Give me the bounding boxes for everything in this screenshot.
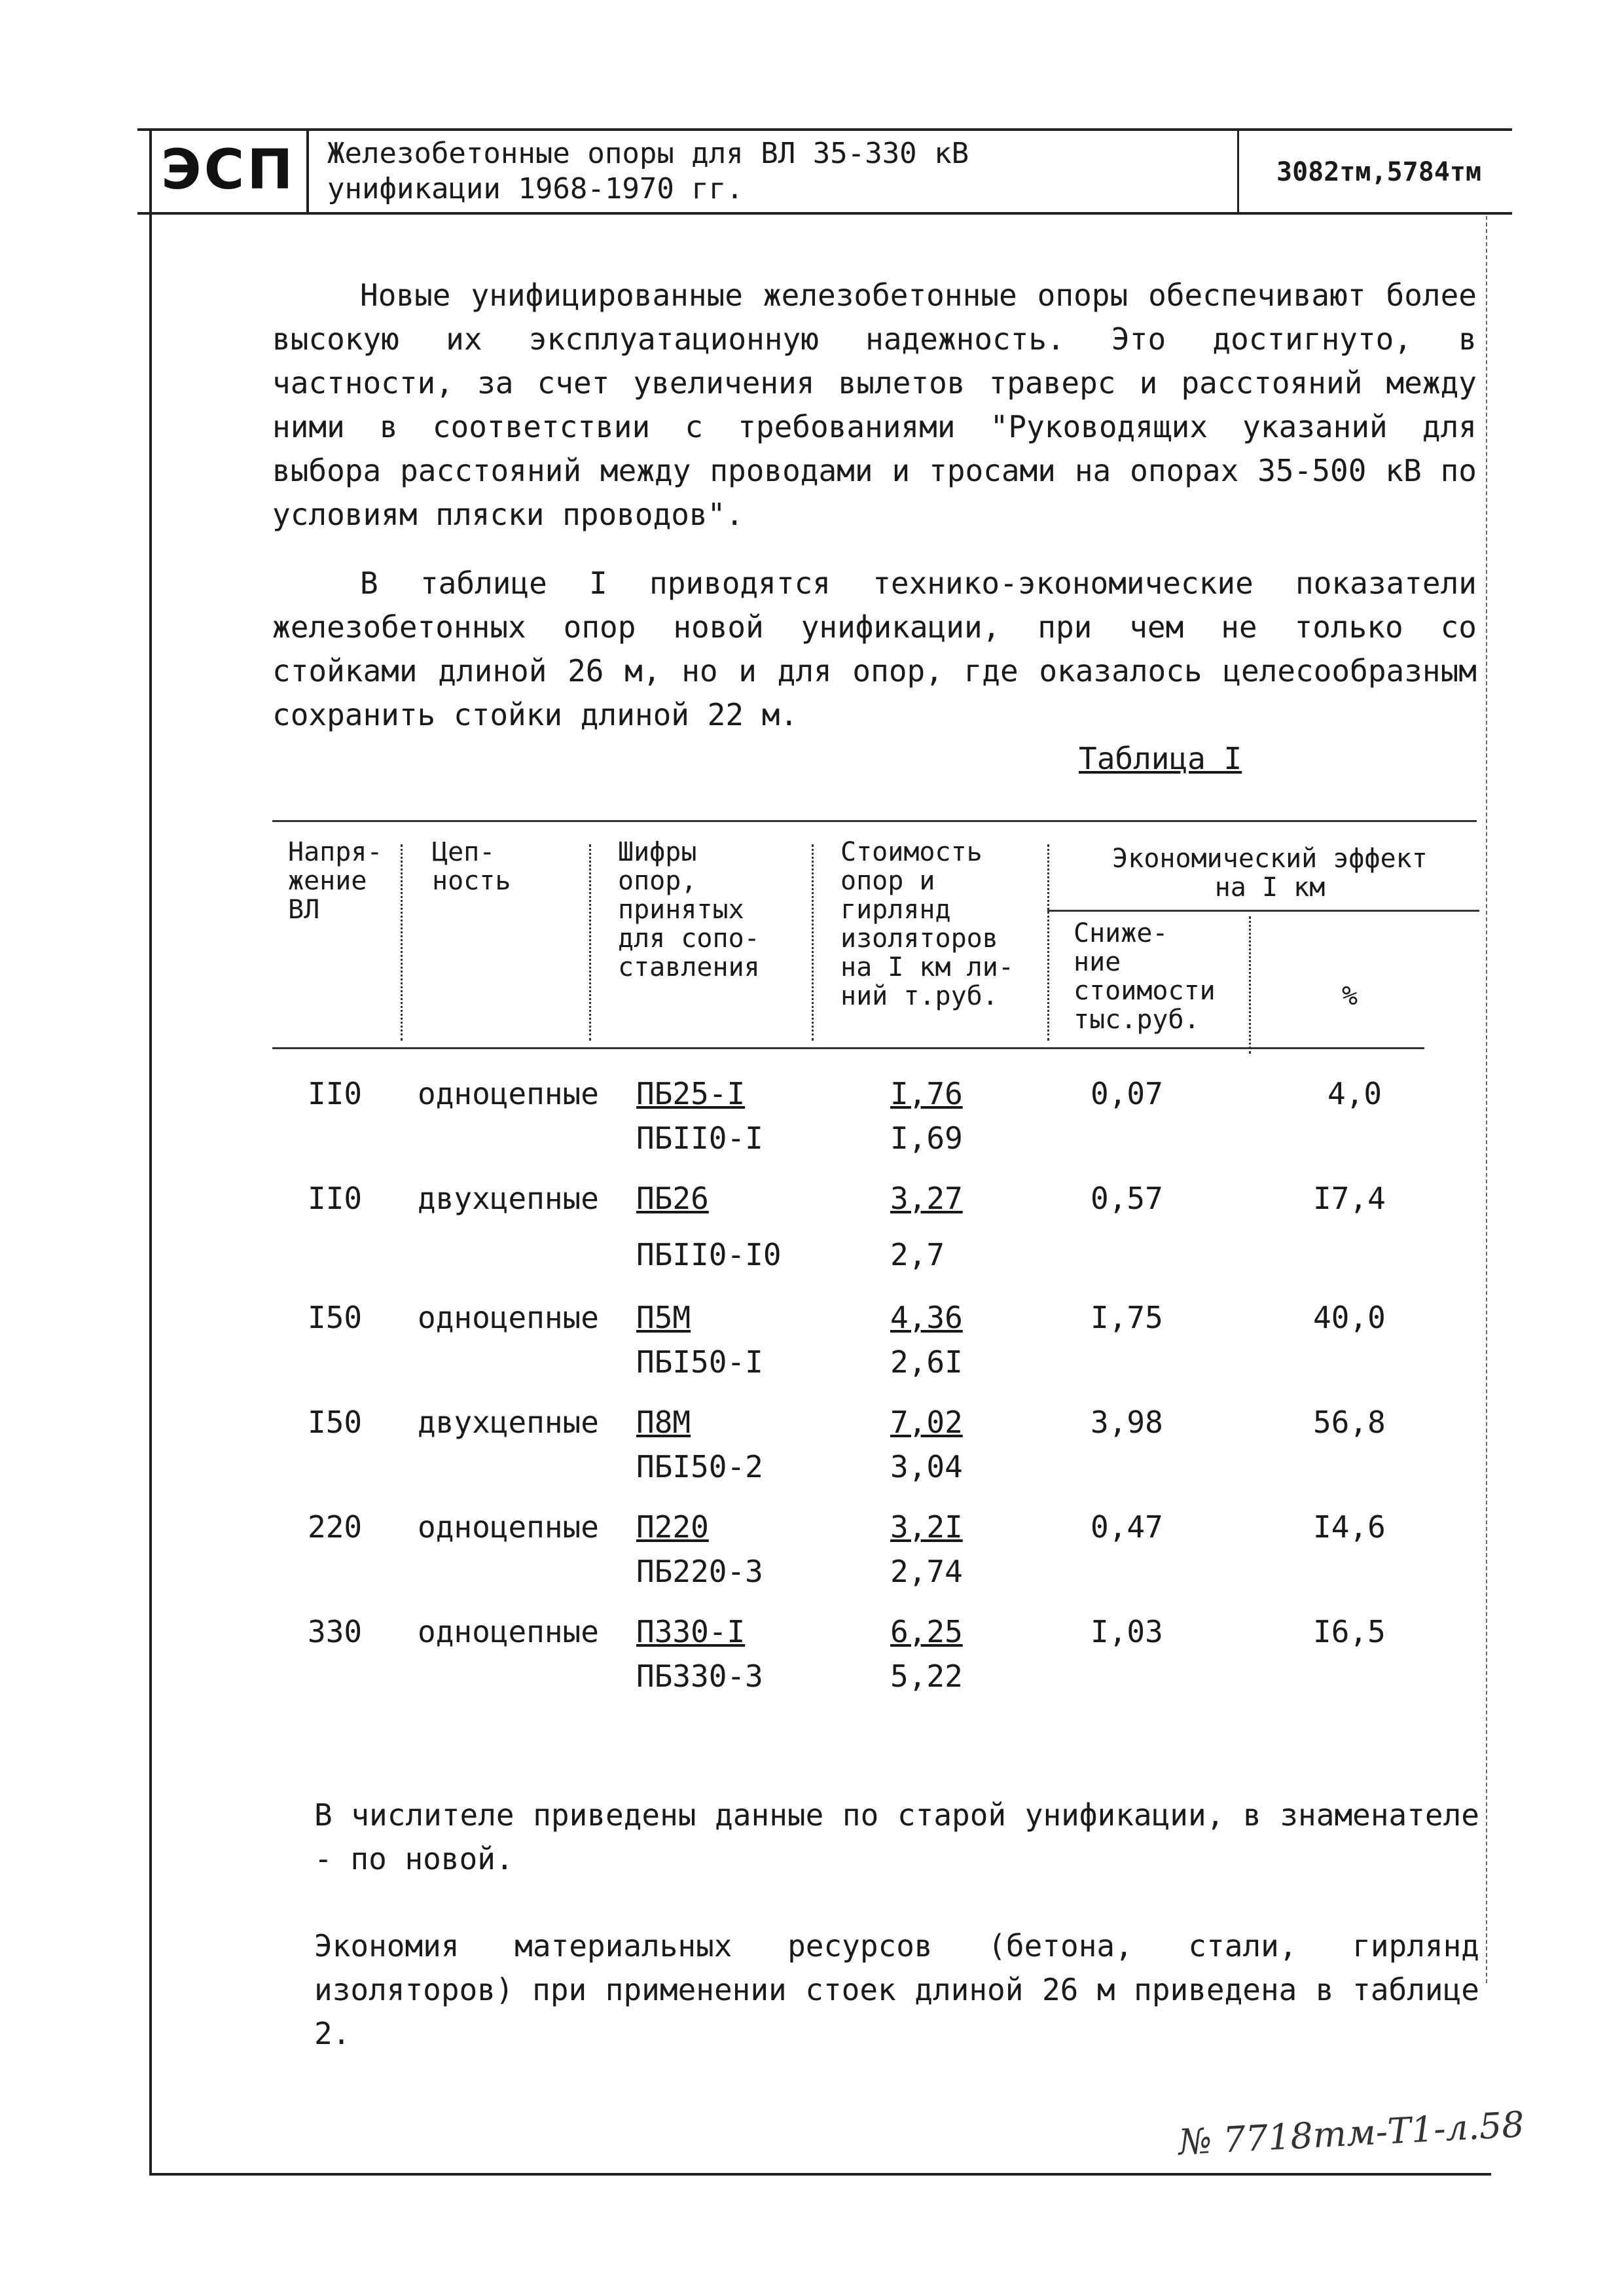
row-reduction: 0,47 bbox=[1091, 1509, 1163, 1545]
row-cost-old: I,76 bbox=[890, 1076, 963, 1111]
table-header-rule bbox=[272, 1047, 1424, 1049]
document-title-line-2: унификации 1968-1970 гг. bbox=[327, 172, 744, 206]
table-column-divider bbox=[812, 844, 814, 1041]
row-cost-new: 3,04 bbox=[890, 1449, 963, 1484]
paragraph-savings-text: Экономия материальных ресурсов (бетона, стали, гирлянд изоляторов) при применении стоек длиной 26 м приведена в таблице 2. bbox=[314, 1928, 1479, 2051]
row-cost-old: 6,25 bbox=[890, 1614, 963, 1649]
page-frame-right bbox=[1486, 216, 1487, 1983]
header-percent: % bbox=[1342, 981, 1358, 1011]
row-voltage: I50 bbox=[308, 1300, 363, 1335]
row-cost-old: 4,36 bbox=[890, 1300, 963, 1335]
row-code-old: ПБ26 bbox=[636, 1181, 709, 1216]
row-percent: I7,4 bbox=[1313, 1181, 1386, 1216]
handwritten-sheet-number: № 7718тм-Т1-л.58 bbox=[1177, 2104, 1526, 2163]
row-voltage: II0 bbox=[308, 1181, 363, 1216]
row-code-old: П5М bbox=[636, 1300, 691, 1335]
header-circuit: Цеп- ность bbox=[432, 837, 511, 896]
row-cost-old: 3,2I bbox=[890, 1509, 963, 1545]
row-circuit: двухцепные bbox=[418, 1405, 599, 1440]
table-column-divider bbox=[589, 844, 591, 1041]
row-percent: 40,0 bbox=[1313, 1300, 1386, 1335]
row-reduction: I,75 bbox=[1091, 1300, 1163, 1335]
row-code-new: ПБI50-2 bbox=[636, 1449, 763, 1484]
title-block-divider bbox=[306, 131, 309, 212]
row-percent: I4,6 bbox=[1313, 1509, 1386, 1545]
page-frame-bottom bbox=[149, 2173, 1491, 2176]
paragraph-savings bbox=[314, 1924, 1479, 2056]
row-circuit: одноцепные bbox=[418, 1076, 599, 1111]
row-cost-new: I,69 bbox=[890, 1121, 963, 1156]
row-circuit: двухцепные bbox=[418, 1181, 599, 1216]
row-circuit: одноцепные bbox=[418, 1614, 599, 1649]
table-column-divider bbox=[401, 844, 403, 1041]
row-code-new: ПБ330-3 bbox=[636, 1659, 763, 1694]
table-column-divider bbox=[1249, 916, 1251, 1054]
paragraph-note-text: В числителе приведены данные по старой унификации, в знаменателе - по новой. bbox=[314, 1797, 1479, 1876]
paragraph-table-intro bbox=[272, 562, 1477, 737]
row-percent: 4,0 bbox=[1327, 1076, 1382, 1111]
row-reduction: I,03 bbox=[1091, 1614, 1163, 1649]
row-percent: 56,8 bbox=[1313, 1405, 1386, 1440]
row-circuit: одноцепные bbox=[418, 1509, 599, 1545]
row-code-new: ПБII0-I bbox=[636, 1121, 763, 1156]
row-cost-new: 2,6I bbox=[890, 1344, 963, 1380]
row-cost-new: 5,22 bbox=[890, 1659, 963, 1694]
table-column-divider bbox=[1047, 844, 1049, 1041]
document-code: 3082тм,5784тм bbox=[1276, 157, 1482, 187]
table-caption: Таблица I bbox=[1079, 741, 1242, 776]
paragraph-note bbox=[314, 1793, 1479, 1881]
paragraph-intro bbox=[272, 274, 1477, 537]
page-frame-left bbox=[149, 128, 152, 2173]
document-title-line-1: Железобетонные опоры для ВЛ 35-330 кВ bbox=[327, 137, 969, 170]
paragraph-table-intro-text: В таблице I приводятся технико-экономические показатели железобетонных опор новой унификации, при чем не только со стойками длиной 26 м, но и для опор, где оказалось целесообразным сохранить стойки длиной 22 м. bbox=[272, 565, 1477, 732]
title-block bbox=[137, 128, 1512, 215]
document-title bbox=[327, 136, 1348, 207]
paragraph-intro-text: Новые унифицированные железобетонные опоры обеспечивают более высокую их эксплуатационную надежность. Это достигнуто, в частности, за счет увеличения вылетов траверс и расстояний между ними в соответствии с требованиями "Руководящих указаний для выбора расстояний между проводами и тросами на опорах 35-500 кВ по условиям пляски проводов". bbox=[272, 278, 1477, 532]
row-reduction: 0,07 bbox=[1091, 1076, 1163, 1111]
header-economic-effect: Экономический эффект на I км bbox=[1112, 844, 1428, 903]
row-voltage: 330 bbox=[308, 1614, 363, 1649]
header-codes: Шифры опор, принятых для сопо- ставления bbox=[618, 837, 760, 982]
header-cost: Стоимость опор и гирлянд изоляторов на I км ли- ний т.руб. bbox=[840, 837, 1014, 1011]
row-code-new: ПБII0-I0 bbox=[636, 1237, 782, 1272]
row-code-old: П330-I bbox=[636, 1614, 746, 1649]
row-voltage: II0 bbox=[308, 1076, 363, 1111]
header-voltage: Напря- жение ВЛ bbox=[288, 837, 383, 925]
row-code-old: ПБ25-I bbox=[636, 1076, 746, 1111]
row-code-new: ПБ220-3 bbox=[636, 1554, 763, 1589]
title-block-divider bbox=[1237, 131, 1239, 212]
organization-logo: ЭСП bbox=[161, 137, 296, 202]
table-top-rule bbox=[272, 820, 1477, 822]
row-code-old: П220 bbox=[636, 1509, 709, 1545]
row-cost-old: 7,02 bbox=[890, 1405, 963, 1440]
table-subheader-rule bbox=[1047, 910, 1479, 912]
row-percent: I6,5 bbox=[1313, 1614, 1386, 1649]
row-code-new: ПБI50-I bbox=[636, 1344, 763, 1380]
row-circuit: одноцепные bbox=[418, 1300, 599, 1335]
row-reduction: 0,57 bbox=[1091, 1181, 1163, 1216]
row-cost-new: 2,74 bbox=[890, 1554, 963, 1589]
row-voltage: 220 bbox=[308, 1509, 363, 1545]
row-voltage: I50 bbox=[308, 1405, 363, 1440]
header-cost-reduction: Сниже- ние стоимости тыс.руб. bbox=[1074, 918, 1216, 1035]
row-code-old: П8М bbox=[636, 1405, 691, 1440]
row-cost-new: 2,7 bbox=[890, 1237, 945, 1272]
row-cost-old: 3,27 bbox=[890, 1181, 963, 1216]
row-reduction: 3,98 bbox=[1091, 1405, 1163, 1440]
